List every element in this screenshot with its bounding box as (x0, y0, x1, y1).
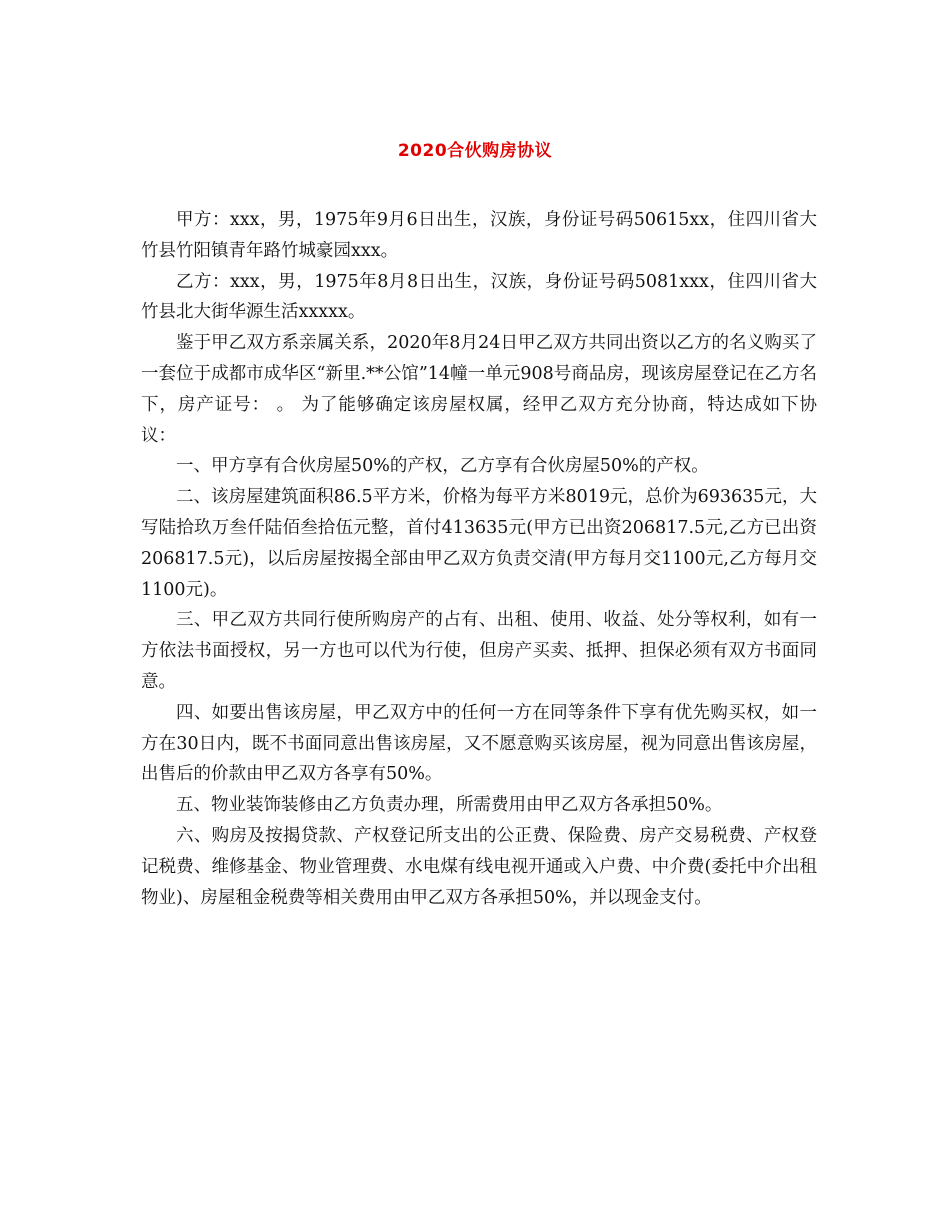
clause-1-paragraph: 一、甲方享有合伙房屋50%的产权，乙方享有合伙房屋50%的产权。 (176, 456, 709, 477)
clause-3-paragraph: 三、甲乙双方共同行使所购房产的占有、出租、使用、收益、处分等权利，如有一方依法书面授权，另一方也可以代为行使，但房产买卖、抵押、担保必须有双方书面同意。 (141, 610, 817, 692)
clause-6-paragraph: 六、购房及按揭贷款、产权登记所支出的公正费、保险费、房产交易税费、产权登记税费、维修基金、物业管理费、水电煤有线电视开通或入户费、中介费(委托中介出租物业)、房屋租金税费等相关费用由甲乙双方各承担50%，并以现金支付。 (141, 825, 817, 908)
clause-4-paragraph: 四、如要出售该房屋，甲乙双方中的任何一方在同等条件下享有优先购买权，如一方在30日内，既不书面同意出售该房屋，又不愿意购买该房屋，视为同意出售该房屋，出售后的价款由甲乙双方各享有50%。 (141, 702, 817, 785)
party-b-paragraph: 乙方：xxx，男，1975年8月8日出生，汉族，身份证号码5081xxx，住四川省大竹县北大街华源生活xxxxx。 (141, 271, 817, 323)
document-title: 2020合伙购房协议 (397, 141, 553, 161)
clause-2-paragraph: 二、该房屋建筑面积86.5平方米，价格为每平方米8019元，总价为693635元，大写陆拾玖万叁仟陆佰叁拾伍元整，首付413635元(甲方已出资206817.5元,乙方已出资206817.5元)，以后房屋按揭全部由甲乙双方负责交清(甲方每月交1100元,乙方每月交1100元)。 (141, 487, 817, 600)
document-body (141, 205, 817, 913)
preamble-paragraph: 鉴于甲乙双方系亲属关系，2020年8月24日甲乙双方共同出资以乙方的名义购买了一套位于成都市成华区“新里.**公馆”14幢一单元908号商品房，现该房屋登记在乙方名下，房产证号： 。 为了能够确定该房屋权属，经甲乙双方充分协商，特达成如下协议： (141, 333, 817, 446)
clause-5-paragraph: 五、物业装饰装修由乙方负责办理，所需费用由甲乙双方各承担50%。 (176, 795, 723, 816)
party-a-paragraph: 甲方：xxx，男，1975年9月6日出生，汉族，身份证号码50615xx，住四川省大竹县竹阳镇青年路竹城豪园xxx。 (141, 210, 817, 261)
